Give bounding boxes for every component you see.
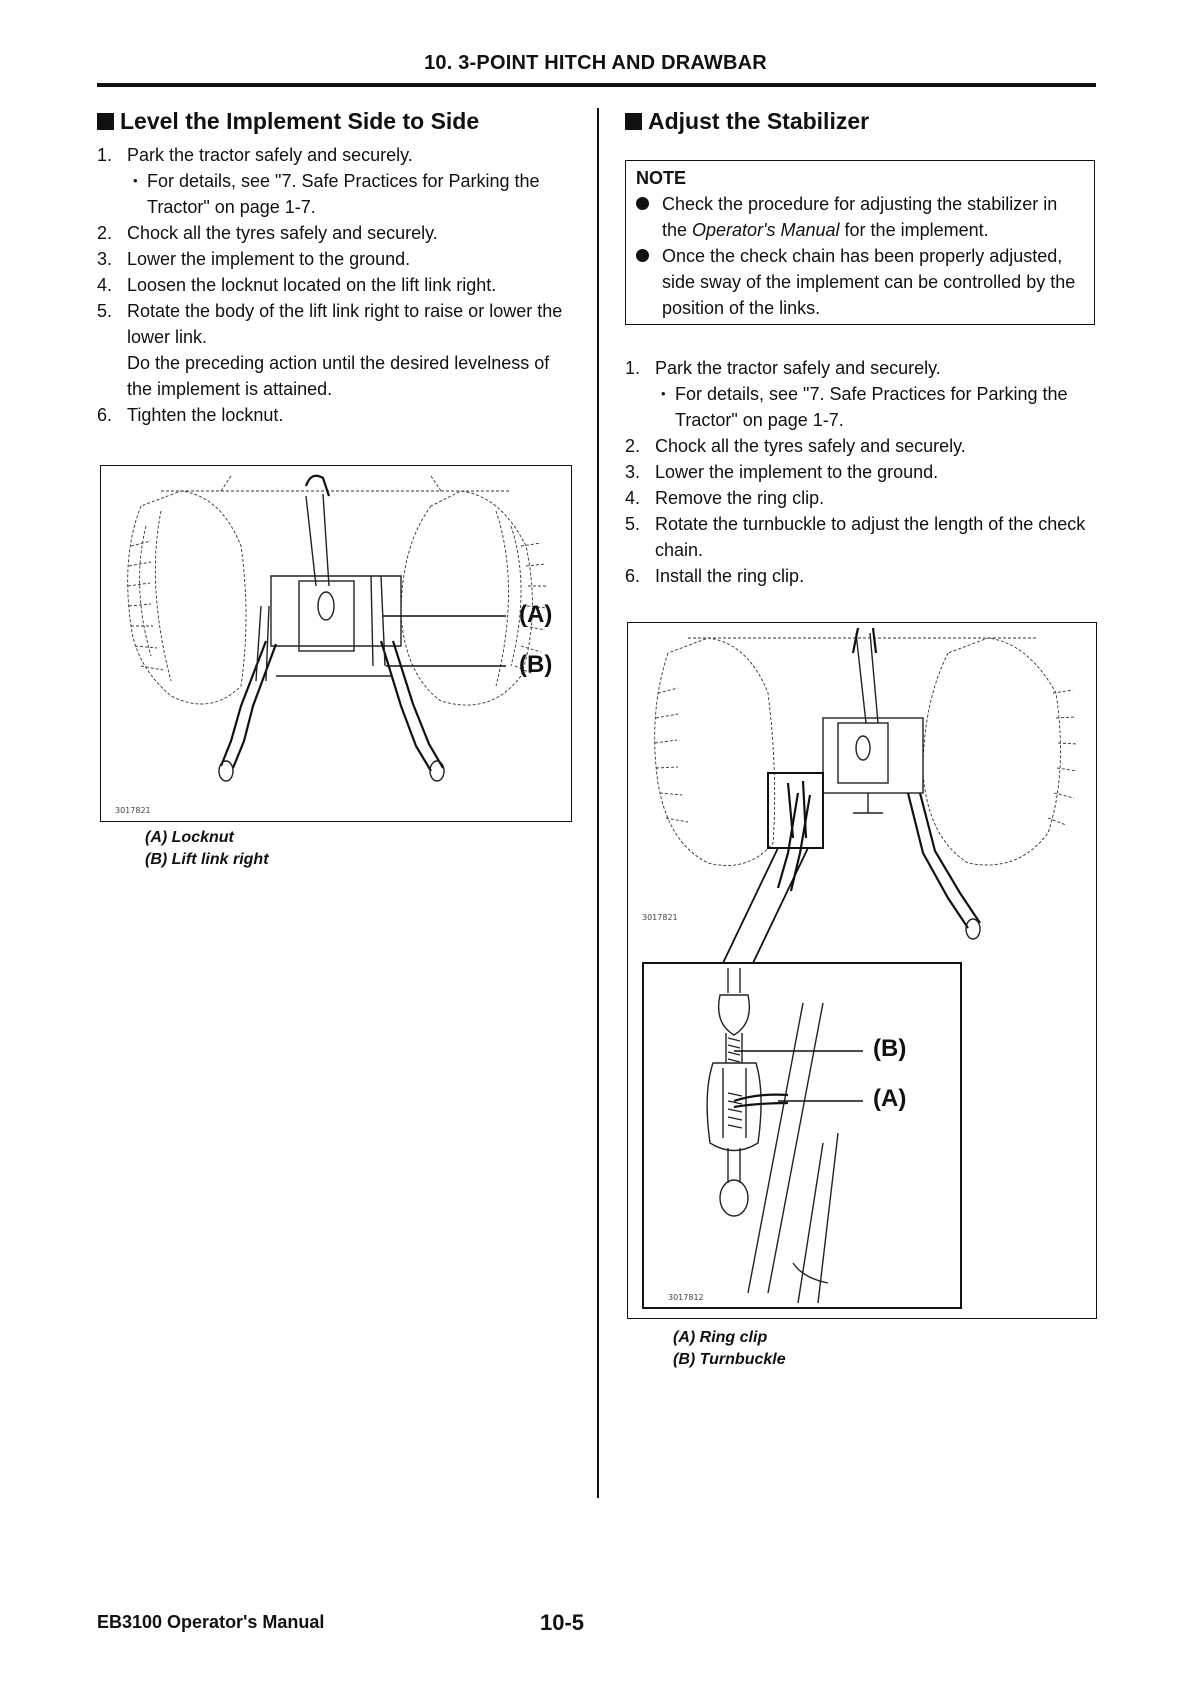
right-caption-b: (B) Turnbuckle	[673, 1351, 786, 1368]
right-figure-code-top: 3017821	[642, 913, 678, 922]
right-figure-stabilizer	[627, 622, 1097, 1319]
tractor-hitch-illustration	[101, 466, 571, 821]
column-divider	[597, 108, 599, 1498]
left-step-4: 4. Loosen the locknut located on the lift link right.	[97, 275, 497, 295]
right-step-6: 6. Install the ring clip.	[625, 566, 805, 586]
left-step-2: 2. Chock all the tyres safely and securely.	[97, 223, 438, 243]
left-section-title	[97, 108, 479, 135]
right-section-title	[625, 108, 869, 135]
footer-manual-title: EB3100 Operator's Manual	[97, 1612, 325, 1632]
right-step-1-sub: • For details, see "7. Safe Practices for Parking the Tractor" on page 1-7.	[625, 381, 1095, 433]
square-bullet-icon	[97, 113, 114, 130]
left-step-1: 1. Park the tractor safely and securely.	[97, 145, 413, 165]
right-step-1: 1. Park the tractor safely and securely.	[625, 358, 941, 378]
left-figure-lift-link	[100, 465, 572, 822]
right-step-2: 2. Chock all the tyres safely and securely.	[625, 436, 966, 456]
left-step-3: 3. Lower the implement to the ground.	[97, 249, 411, 269]
left-steps-list	[97, 142, 577, 428]
left-section-title-text: Level the Implement Side to Side	[120, 108, 480, 134]
note-item-1: Check the procedure for adjusting the stabilizer in the Operator's Manual for the implement.	[636, 191, 1084, 243]
note-item-2: Once the check chain has been properly adjusted, side sway of the implement can be controlled by the position of the links.	[636, 243, 1084, 321]
left-caption	[145, 827, 269, 871]
right-caption-a: (A) Ring clip	[673, 1329, 768, 1346]
right-section-title-text: Adjust the Stabilizer	[648, 108, 870, 134]
right-figure-code-detail: 3017812	[668, 1293, 704, 1302]
left-callout-a: (A)	[519, 601, 553, 628]
dot-bullet-icon: •	[661, 386, 666, 401]
footer-page-number: 10-5	[540, 1610, 585, 1635]
stabilizer-illustration	[628, 623, 1096, 1318]
right-step-4: 4. Remove the ring clip.	[625, 488, 825, 508]
round-bullet-icon	[636, 197, 649, 210]
right-step-5: 5. Rotate the turnbuckle to adjust the length of the check chain.	[625, 514, 1086, 560]
left-figure-code: 3017821	[115, 806, 151, 815]
left-step-1-sub: • For details, see "7. Safe Practices for Parking the Tractor" on page 1-7.	[97, 168, 577, 220]
header-rule	[97, 83, 1096, 87]
right-callout-b: (B)	[873, 1035, 907, 1062]
left-step-6: 6. Tighten the locknut.	[97, 405, 284, 425]
round-bullet-icon	[636, 249, 649, 262]
right-callout-a: (A)	[873, 1085, 907, 1112]
dot-bullet-icon: •	[133, 173, 138, 188]
left-caption-a: (A) Locknut	[145, 829, 234, 846]
left-caption-b: (B) Lift link right	[145, 851, 269, 868]
note-box	[625, 160, 1095, 325]
right-step-3: 3. Lower the implement to the ground.	[625, 462, 939, 482]
square-bullet-icon	[625, 113, 642, 130]
left-callout-b: (B)	[519, 651, 553, 678]
right-steps-list	[625, 355, 1095, 589]
page-header-title: 10. 3-POINT HITCH AND DRAWBAR	[424, 52, 767, 74]
left-step-5: 5. Rotate the body of the lift link right to raise or lower the lower link. Do the preceding action until the desired levelness of the implement is attained.	[97, 301, 563, 399]
note-title: NOTE	[636, 168, 687, 188]
right-caption	[673, 1327, 786, 1371]
